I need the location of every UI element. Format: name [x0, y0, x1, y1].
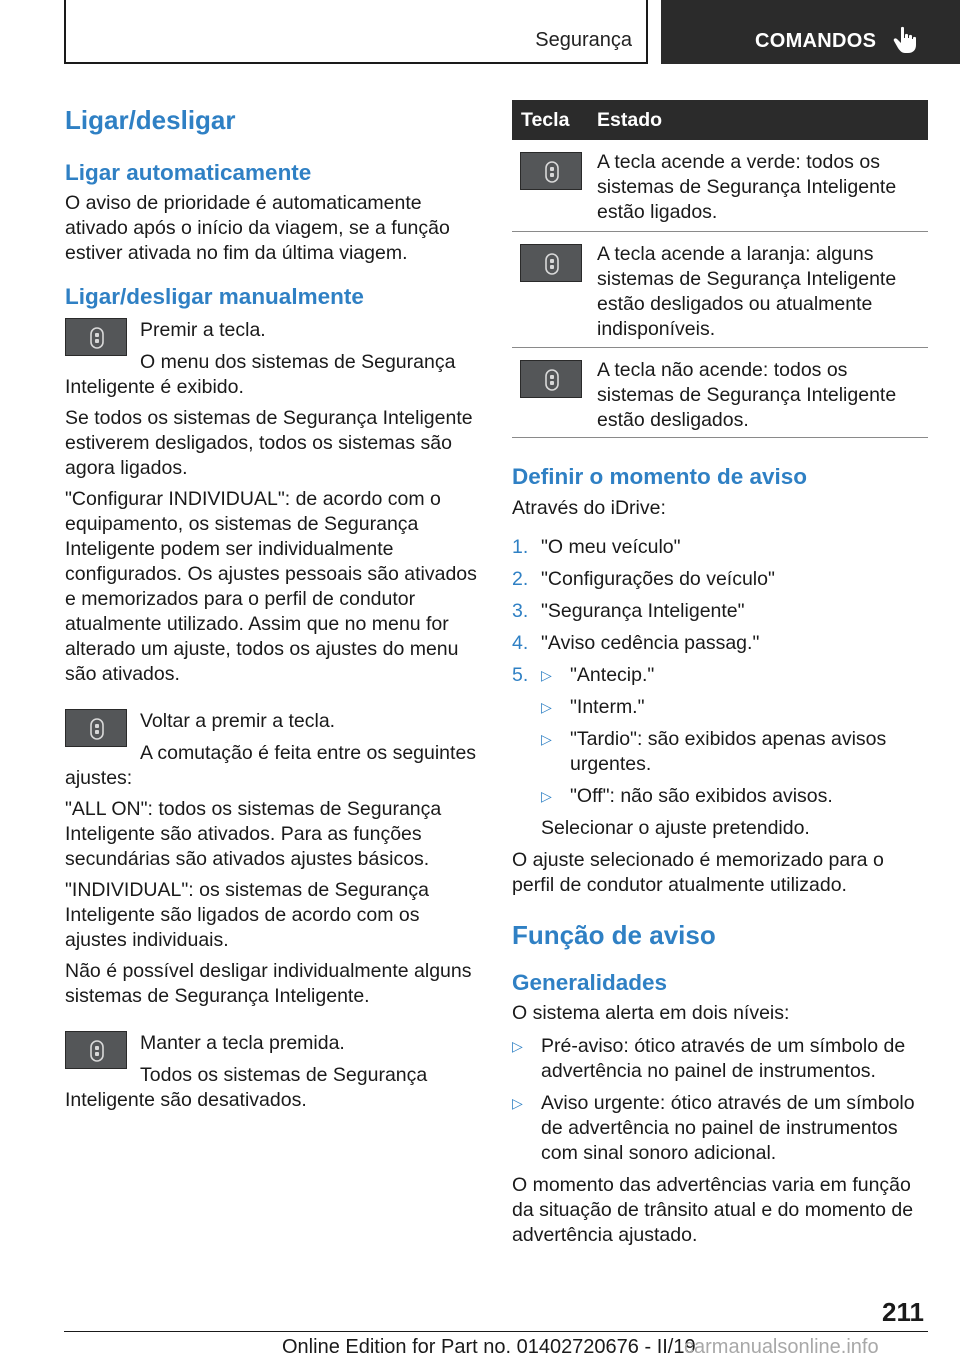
intelligent-safety-button-icon: [520, 152, 582, 190]
triangle-bullet-icon: ▷: [541, 788, 552, 804]
para-individual2: "INDIVIDUAL": os sistemas de Segurança Inteligente são ligados de acordo com os ajustes individuais.: [65, 879, 429, 951]
step-number: 3.: [512, 600, 529, 622]
intelligent-safety-button-icon: [65, 1031, 127, 1069]
triangle-bullet-icon: ▷: [512, 1038, 523, 1054]
para-all-off: Se todos os sistemas de Segurança Inteligente estiverem desligados, todos os sistemas são agora ligados.: [65, 407, 473, 479]
list-item: [512, 535, 928, 560]
row-state: A tecla não acende: todos os sistemas de Segurança Inteligente estão desligados.: [597, 359, 897, 431]
step-press: [65, 318, 479, 400]
step-press-again: [65, 709, 479, 791]
table-row: [512, 232, 928, 348]
option-text: "Antecip.": [570, 664, 655, 686]
row-state: A tecla acende a verde: todos os sistemas de Segurança Inteligente estão ligados.: [597, 151, 897, 223]
step-number: 2.: [512, 568, 529, 590]
closing-text: O momento das advertências varia em função da situação de trânsito atual e do momento de advertência ajustado.: [512, 1174, 914, 1246]
intelligent-safety-button-icon: [520, 244, 582, 282]
step3-result: Todos os sistemas de Segurança Inteligente são desativados.: [65, 1064, 428, 1111]
step-text: "Aviso cedência passag.": [541, 632, 760, 654]
step-number: 1.: [512, 536, 529, 558]
triangle-bullet-icon: ▷: [512, 1095, 523, 1111]
step-text: "Segurança Inteligente": [541, 600, 745, 622]
heading-auto: Ligar automaticamente: [65, 160, 312, 185]
watermark: carmanualsonline.info: [684, 1336, 879, 1358]
list-item: [512, 663, 928, 841]
idrive-steps: [512, 535, 928, 841]
chapter-title: COMANDOS: [755, 30, 877, 52]
list-item: [512, 631, 928, 656]
title-ligar-desligar: Ligar/desligar: [65, 105, 236, 135]
list-item: [512, 599, 928, 624]
auto-text: O aviso de prioridade é automaticamente ativado após o início da viagem, se a função estiver ativada no fim da última viagem.: [65, 192, 450, 264]
sub-item: [541, 727, 928, 777]
step3-action: Manter a tecla premida.: [140, 1032, 345, 1054]
bullet-text: Pré-aviso: ótico através de um símbolo de advertência no painel de instrumentos.: [541, 1035, 906, 1082]
table-header: [512, 100, 928, 140]
header-section-box: [64, 0, 648, 64]
intelligent-safety-button-icon: [65, 709, 127, 747]
step-hold: [65, 1031, 479, 1113]
hand-pointer-icon: [893, 26, 919, 54]
heading-define: Definir o momento de aviso: [512, 464, 808, 489]
step1-result: O menu dos sistemas de Segurança Inteligente é exibido.: [65, 351, 456, 398]
select-text: Selecionar o ajuste pretendido.: [541, 817, 810, 839]
bullet-item: [512, 1034, 928, 1084]
bullet-text: Aviso urgente: ótico através de um símbolo de advertência no painel de instrumentos com sinal sonoro adicional.: [541, 1092, 915, 1164]
heading-manual: Ligar/desligar manualmente: [65, 284, 364, 309]
right-column: [512, 100, 928, 1248]
col-tecla: Tecla: [521, 109, 570, 131]
step-text: "O meu veículo": [541, 536, 681, 558]
heading-func: Função de aviso: [512, 920, 716, 950]
option-text: "Interm.": [570, 696, 645, 718]
state-table: [512, 100, 928, 438]
chapter-tab: [661, 0, 960, 64]
sub-item: [541, 695, 928, 720]
triangle-bullet-icon: ▷: [541, 731, 552, 747]
step-number: 5.: [512, 664, 529, 686]
para-individual: "Configurar INDIVIDUAL": de acordo com o equipamento, os sistemas de Segurança Inteligente podem ser individualmente configurados. Os ajustes pessoais são ativados e memorizados para o perfil de condutor atualmente utilizado. Assim que no menu for alterado um ajuste, todos os ajustes do menu são ativados.: [65, 488, 477, 685]
sub-item: [541, 663, 928, 688]
option-text: "Off": não são exibidos avisos.: [570, 785, 833, 807]
bullet-item: [512, 1091, 928, 1166]
step-number: 4.: [512, 632, 529, 654]
intelligent-safety-button-icon: [520, 360, 582, 398]
via-idrive: Através do iDrive:: [512, 497, 666, 519]
list-item: [512, 567, 928, 592]
triangle-bullet-icon: ▷: [541, 667, 552, 683]
step-text: "Configurações do veículo": [541, 568, 775, 590]
para-not-possible: Não é possível desligar individualmente alguns sistemas de Segurança Inteligente.: [65, 960, 472, 1007]
intelligent-safety-button-icon: [65, 318, 127, 356]
col-estado: Estado: [597, 109, 663, 131]
edition-text: Online Edition for Part no. 01402720676 - II/19: [282, 1336, 696, 1358]
step2-result: A comutação é feita entre os seguintes ajustes:: [65, 742, 477, 789]
memorized-text: O ajuste selecionado é memorizado para o perfil de condutor atualmente utilizado.: [512, 849, 884, 896]
step2-action: Voltar a premir a tecla.: [140, 710, 336, 732]
para-all-on: "ALL ON": todos os sistemas de Segurança Inteligente são ativados. Para as funções secundárias são ativados ajustes básicos.: [65, 798, 442, 870]
heading-general: Generalidades: [512, 970, 668, 995]
option-text: "Tardio": são exibidos apenas avisos urgentes.: [570, 728, 887, 775]
left-column: [65, 100, 479, 1113]
section-title: Segurança: [535, 29, 632, 51]
sub-item: [541, 784, 928, 809]
step1-action: Premir a tecla.: [140, 319, 266, 341]
page-number: 211: [882, 1297, 924, 1327]
table-row: [512, 348, 928, 438]
triangle-bullet-icon: ▷: [541, 699, 552, 715]
levels-text: O sistema alerta em dois níveis:: [512, 1002, 790, 1024]
table-row: [512, 140, 928, 232]
row-state: A tecla acende a laranja: alguns sistemas de Segurança Inteligente estão desligados ou atualmente indisponíveis.: [597, 243, 897, 340]
footer-divider: [64, 1331, 928, 1332]
